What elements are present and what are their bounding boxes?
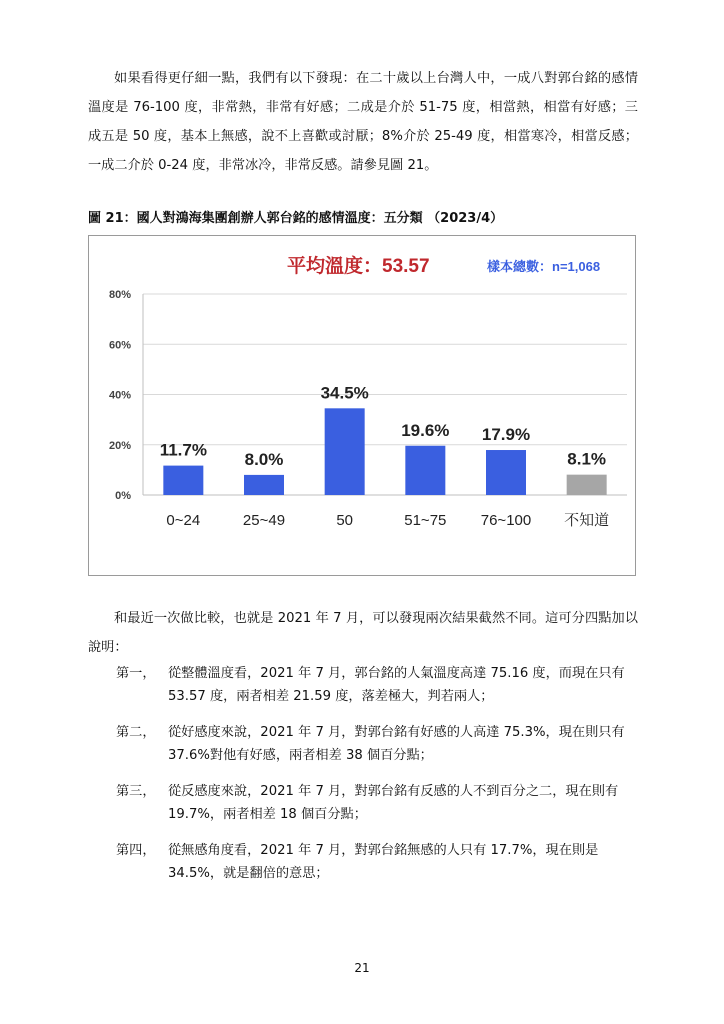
bar-value-label: 17.9% (481, 425, 531, 445)
list-item (116, 721, 640, 767)
bar-chart (88, 235, 636, 576)
point-label: 第二， (116, 725, 156, 740)
bar (405, 446, 445, 495)
x-tick-label: 50 (336, 512, 354, 529)
comparison-text: 和最近一次做比較，也就是 2021 年 7 月，可以發現兩次結果截然不同。這可分四點加以說明： (88, 611, 638, 655)
y-tick-label: 40% (108, 389, 131, 402)
bar-value-label: 8.0% (244, 449, 284, 469)
chart-canvas (89, 236, 635, 575)
point-text: 從整體溫度看，2021 年 7 月，郭台銘的人氣溫度高達 75.16 度，而現在只有 53.57 度，兩者相差 21.59 度，落差極大，判若兩人； (168, 666, 625, 704)
points-list (116, 662, 640, 898)
point-text: 從好感度來說，2021 年 7 月，對郭台銘有好感的人高達 75.3%，現在則只有 37.6%對他有好感，兩者相差 38 個百分點； (168, 725, 625, 763)
bar-value-label: 19.6% (401, 420, 450, 440)
x-tick-label: 25~49 (242, 512, 286, 529)
y-tick-label: 60% (108, 339, 131, 352)
y-tick-label: 20% (108, 439, 131, 452)
x-tick-label: 0~24 (166, 512, 201, 529)
bar (567, 475, 607, 495)
bar (163, 466, 203, 495)
x-tick-label: 51~75 (404, 512, 447, 529)
point-label: 第一， (116, 666, 156, 681)
x-tick-label: 不知道 (564, 512, 610, 529)
bar-value-label: 8.1% (567, 449, 607, 469)
bar-value-label: 34.5% (320, 383, 369, 403)
list-item (116, 780, 640, 826)
bar (244, 475, 284, 495)
bar (325, 408, 365, 495)
point-text: 從無感角度看，2021 年 7 月，對郭台銘無感的人只有 17.7%，現在則是 34.5%，就是翻倍的意思； (168, 843, 599, 881)
y-tick-label: 0% (115, 490, 131, 502)
list-item (116, 839, 640, 885)
point-label: 第三， (116, 784, 156, 799)
point-text: 從反感度來說，2021 年 7 月，對郭台銘有反感的人不到百分之二，現在則有 19.7%，兩者相差 18 個百分點； (168, 784, 619, 822)
point-label: 第四， (116, 843, 156, 858)
bar (486, 450, 526, 495)
sample-size-note: 樣本總數：n=1,068 (487, 259, 601, 274)
page-number: 21 (354, 961, 370, 975)
list-item (116, 662, 640, 708)
intro-text: 如果看得更仔細一點，我們有以下發現：在二十歲以上台灣人中，一成八對郭台銘的感情溫度是 76-100 度，非常熱，非常有好感；二成是介於 51-75 度，相當熱，相當有好感；三成五是 50 度，基本上無感，說不上喜歡或討厭；8%介於 25-49 度，相當寒冷，相當反感；一成二介於 0-24 度，非常冰冷，非常反感。請參見圖 21。 (88, 71, 638, 173)
intro-paragraph (88, 64, 638, 180)
chart-title: 平均溫度：53.57 (287, 256, 430, 277)
y-tick-label: 80% (108, 289, 131, 301)
comparison-paragraph (88, 604, 638, 662)
bar-value-label: 11.7% (159, 440, 207, 460)
x-tick-label: 76~100 (480, 512, 532, 529)
figure-caption: 圖 21：國人對鴻海集團創辦人郭台銘的感情溫度：五分類 （2023/4） (88, 211, 504, 226)
